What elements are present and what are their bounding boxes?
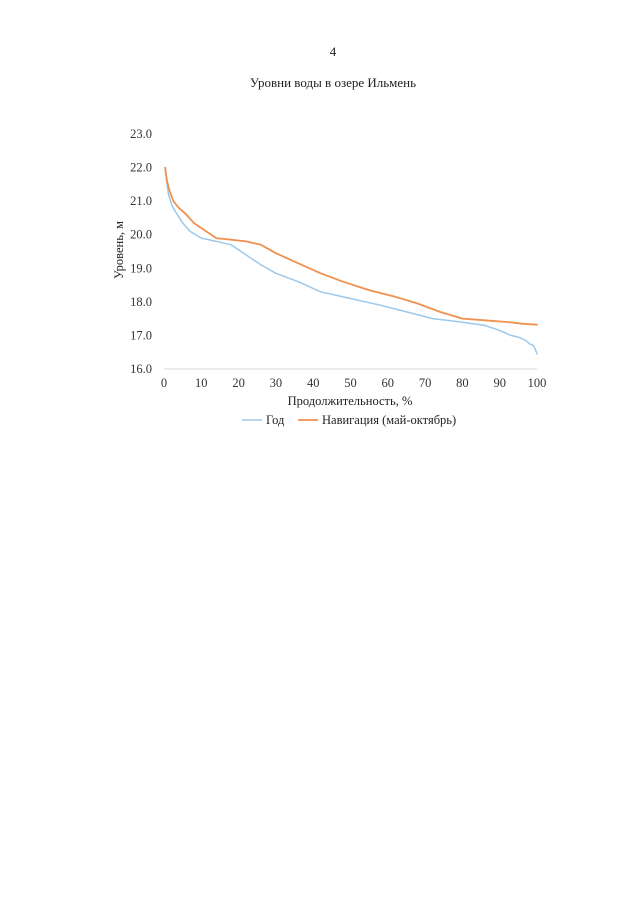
chart-legend bbox=[242, 413, 456, 427]
y-axis-title: Уровень, м bbox=[112, 220, 126, 280]
legend-label: Год bbox=[266, 413, 285, 427]
legend-label: Навигация (май-октябрь) bbox=[322, 413, 457, 427]
y-tick-label: 17.0 bbox=[130, 328, 152, 343]
x-tick-label: 0 bbox=[160, 376, 168, 390]
series-line-year bbox=[165, 168, 537, 354]
y-tick-label: 18.0 bbox=[130, 294, 152, 309]
x-tick-label: 80 bbox=[456, 376, 469, 390]
x-tick-label: 100 bbox=[527, 376, 547, 390]
y-tick-label: 22.0 bbox=[130, 160, 152, 175]
x-tick-label: 90 bbox=[493, 376, 506, 390]
chart-title: Уровни воды в озере Ильмень bbox=[249, 75, 417, 90]
x-tick-labels bbox=[161, 376, 547, 390]
x-axis-title: Продолжительность, % bbox=[287, 394, 413, 408]
x-tick-label: 40 bbox=[306, 376, 320, 390]
y-tick-label: 19.0 bbox=[130, 261, 152, 276]
x-tick-label: 60 bbox=[381, 376, 395, 390]
x-tick-label: 70 bbox=[418, 376, 432, 390]
x-tick-label: 50 bbox=[344, 376, 357, 390]
y-tick-label: 23.0 bbox=[130, 127, 152, 141]
y-tick-label: 16.0 bbox=[130, 362, 152, 376]
x-tick-label: 20 bbox=[232, 376, 245, 390]
chart-series bbox=[165, 168, 537, 354]
x-tick-label: 30 bbox=[269, 376, 283, 390]
x-tick-label: 10 bbox=[195, 376, 208, 390]
y-tick-label: 20.0 bbox=[130, 227, 152, 242]
page-number: 4 bbox=[329, 44, 337, 59]
series-line-navigation bbox=[165, 168, 537, 325]
y-tick-labels bbox=[130, 127, 152, 376]
y-tick-label: 21.0 bbox=[130, 194, 152, 209]
